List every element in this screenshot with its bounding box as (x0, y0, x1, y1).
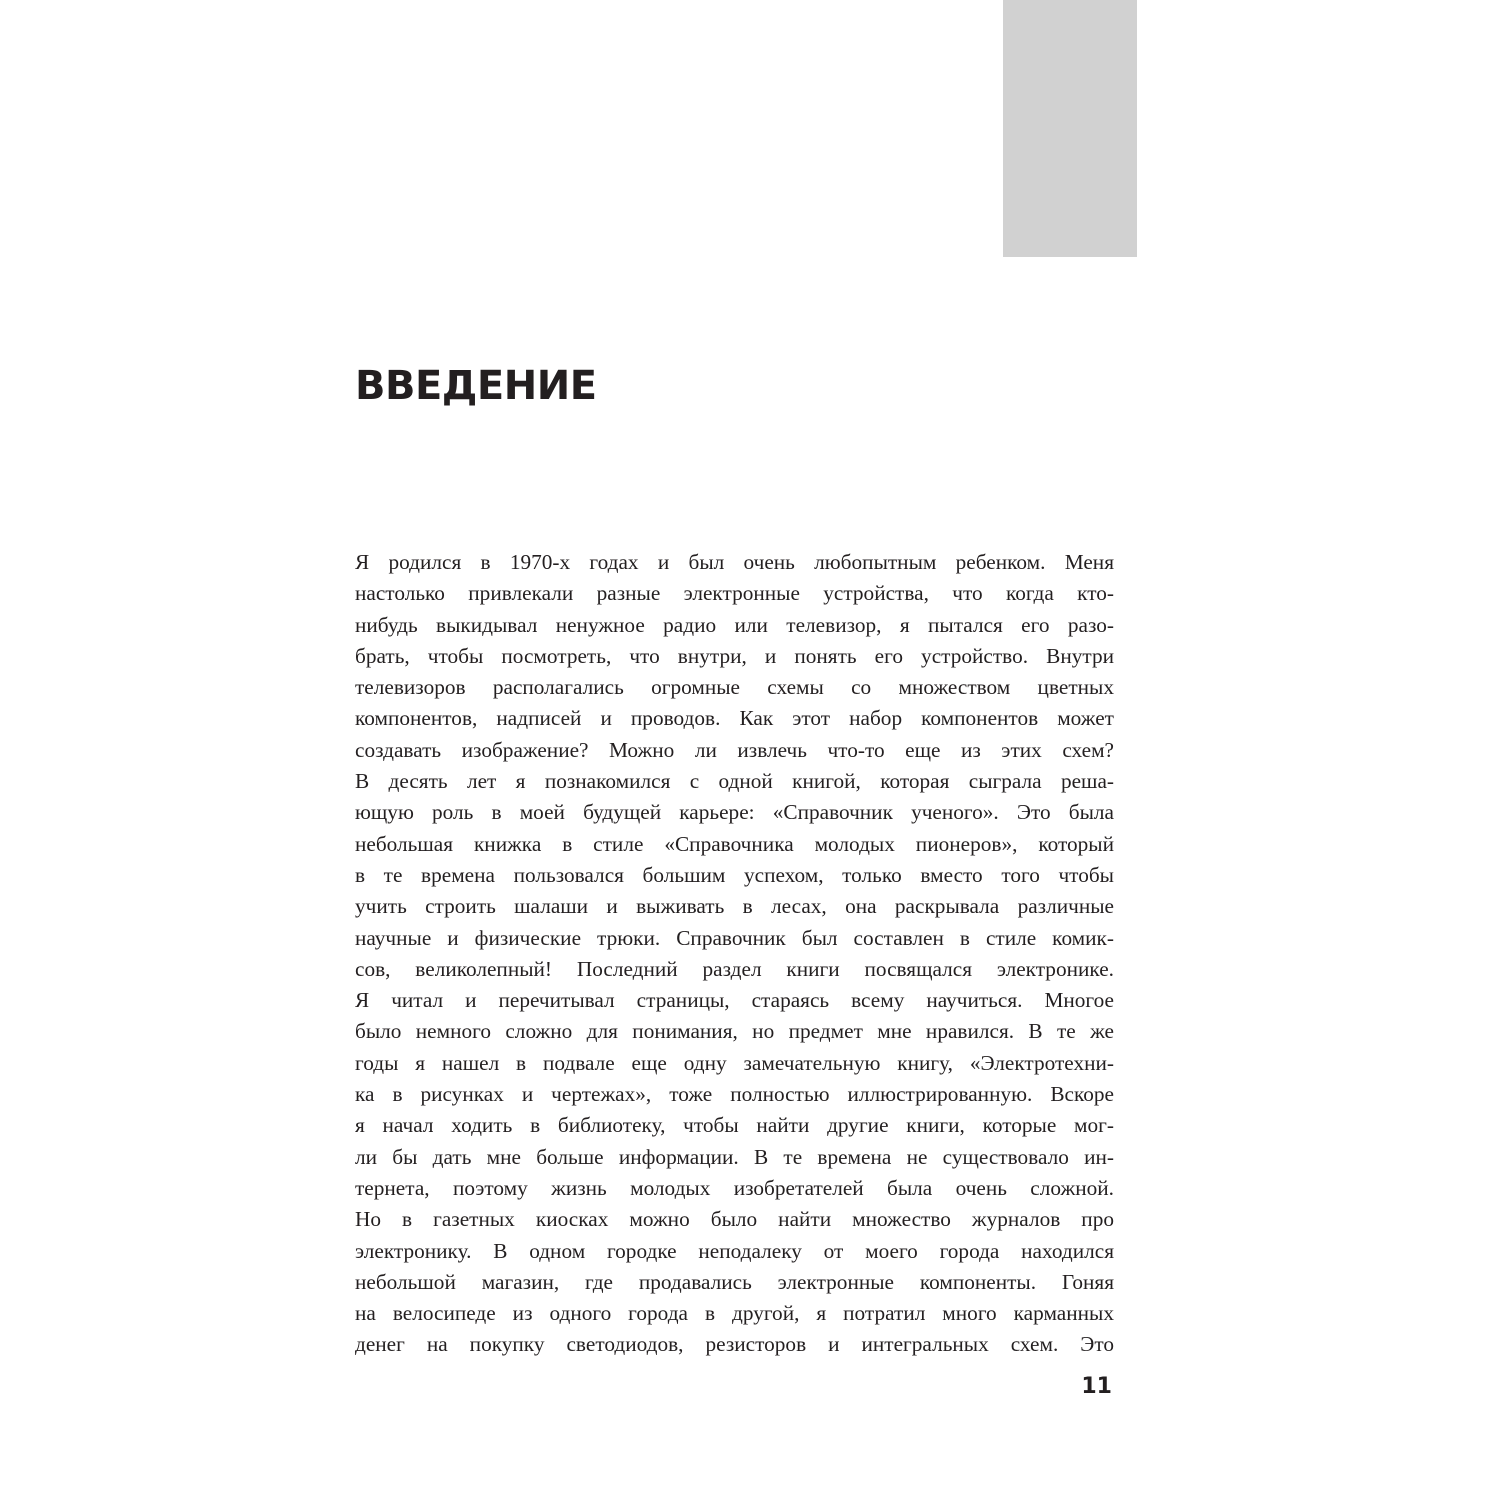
body-paragraph (355, 547, 1114, 1361)
text-line: брать, чтобы посмотреть, что внутри, и понять его устройство. Внутри (355, 643, 1114, 668)
text-line: небольшой магазин, где продавались электронные компоненты. Гоняя (355, 1269, 1114, 1294)
text-line: создавать изображение? Можно ли извлечь что-то еще из этих схем? (355, 737, 1114, 762)
text-line: на велосипеде из одного города в другой, я потратил много карманных (355, 1301, 1114, 1326)
text-line: телевизоров располагались огромные схемы со множеством цветных (355, 675, 1114, 700)
text-line: ка в рисунках и чертежах», тоже полностью иллюстрированную. Вскоре (355, 1082, 1114, 1107)
text-line: учить строить шалаши и выживать в лесах, она раскрывала различные (355, 894, 1114, 919)
text-line: Я родился в 1970-х годах и был очень любопытным ребенком. Меня (355, 550, 1114, 574)
page-number: 11 (1081, 1374, 1112, 1399)
text-line: Но в газетных киосках можно было найти множество журналов про (355, 1207, 1114, 1232)
text-line: годы я нашел в подвале еще одну замечательную книгу, «Электротехни- (355, 1050, 1114, 1075)
text-line: денег на покупку светодиодов, резисторов и интегральных схем. Это (355, 1332, 1114, 1357)
text-line: я начал ходить в библиотеку, чтобы найти другие книги, которые мог- (355, 1113, 1114, 1138)
text-line: небольшая книжка в стиле «Справочника молодых пионеров», который (355, 831, 1114, 856)
text-line: В десять лет я познакомился с одной книгой, которая сыграла реша- (355, 769, 1114, 794)
text-line: ли бы дать мне больше информации. В те времена не существовало ин- (355, 1144, 1114, 1169)
chapter-thumb-tab (1003, 0, 1137, 257)
chapter-title: ВВЕДЕНИЕ (355, 363, 597, 409)
text-line: компонентов, надписей и проводов. Как этот набор компонентов может (355, 706, 1114, 731)
text-line: сов, великолепный! Последний раздел книги посвящался электронике. (355, 956, 1114, 981)
text-line: научные и физические трюки. Справочник был составлен в стиле комик- (355, 925, 1114, 950)
text-line: тернета, поэтому жизнь молодых изобретателей была очень сложной. (355, 1175, 1114, 1200)
text-line: электронику. В одном городке неподалеку от моего города находился (355, 1238, 1114, 1263)
text-line: было немного сложно для понимания, но предмет мне нравился. В те же (355, 1019, 1114, 1044)
text-line: нибудь выкидывал ненужное радио или телевизор, я пытался его разо- (355, 612, 1114, 637)
text-line: ющую роль в моей будущей карьере: «Справочник ученого». Это была (355, 800, 1114, 825)
text-line: Я читал и перечитывал страницы, стараясь всему научиться. Многое (355, 988, 1114, 1013)
text-line: в те времена пользовался большим успехом, только вместо того чтобы (355, 862, 1114, 887)
text-line: настолько привлекали разные электронные устройства, что когда кто- (355, 581, 1114, 606)
